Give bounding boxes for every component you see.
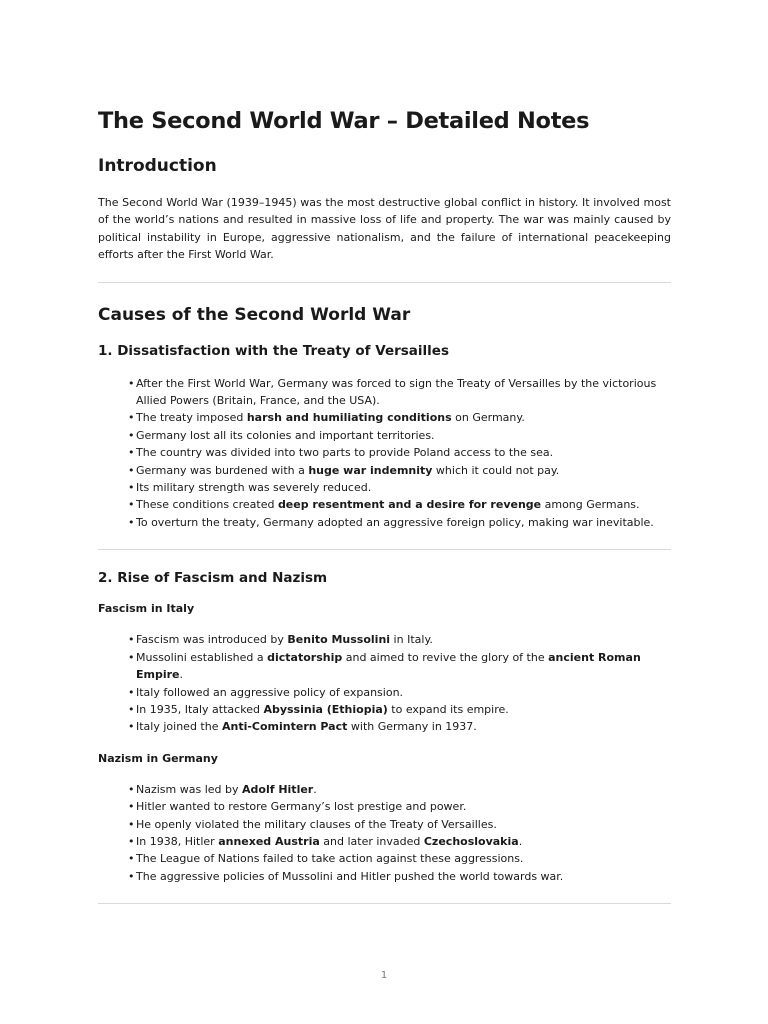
list-item: • In 1935, Italy attacked Abyssinia (Ethiopia) to expand its empire. (128, 701, 671, 718)
emphasis: deep resentment and a desire for revenge (277, 498, 542, 512)
emphasis: annexed Austria (218, 834, 320, 848)
causes-heading: Causes of the Second World War (98, 304, 411, 325)
list-item: • The country was divided into two parts to provide Poland access to the sea. (128, 444, 671, 461)
divider (98, 282, 671, 283)
document-title: The Second World War – Detailed Notes (98, 108, 590, 134)
list-item: • Mussolini established a dictatorship and aimed to revive the glory of the ancient Roman Empire. (128, 649, 671, 684)
list-item: • The treaty imposed harsh and humiliating conditions on Germany. (128, 409, 671, 426)
emphasis: harsh and humiliating conditions (246, 411, 452, 425)
list-item: • The aggressive policies of Mussolini and Hitler pushed the world towards war. (128, 868, 671, 885)
emphasis: ancient Roman Empire (136, 650, 641, 682)
emphasis: Benito Mussolini (287, 633, 391, 647)
emphasis: huge war indemnity (308, 463, 433, 477)
emphasis: dictatorship (267, 650, 343, 664)
emphasis: Adolf Hitler (242, 782, 314, 796)
emphasis: Anti-Comintern Pact (221, 720, 348, 734)
list-item: • The League of Nations failed to take action against these aggressions. (128, 850, 671, 867)
intro-paragraph: The Second World War (1939–1945) was the most destructive global conflict in history. It involved most of the world’s nations and resulted in massive loss of life and property. The war was mainly caused by political instability in Europe, aggressive nationalism, and the failure of international peacekeeping efforts after the First World War. (98, 196, 671, 262)
list-item: • Hitler wanted to restore Germany’s lost prestige and power. (128, 798, 671, 815)
list-item: • Germany lost all its colonies and important territories. (128, 427, 671, 444)
list-item: • After the First World War, Germany was forced to sign the Treaty of Versailles by the victorious Allied Powers (Britain, France, and the USA). (128, 375, 671, 410)
list-item: • In 1938, Hitler annexed Austria and later invaded Czechoslovakia. (128, 833, 671, 850)
italy-list (98, 631, 671, 735)
list-item: • He openly violated the military clauses of the Treaty of Versailles. (128, 816, 671, 833)
versailles-heading: 1. Dissatisfaction with the Treaty of Versailles (98, 342, 449, 359)
list-item: • Nazism was led by Adolf Hitler. (128, 781, 671, 798)
page-number: 1 (380, 970, 388, 981)
divider (98, 549, 671, 550)
emphasis: Czechoslovakia (423, 834, 519, 848)
versailles-list (98, 375, 671, 532)
list-item: • Italy followed an aggressive policy of expansion. (128, 684, 671, 701)
list-item: • Italy joined the Anti-Comintern Pact with Germany in 1937. (128, 718, 671, 735)
intro-heading: Introduction (98, 156, 217, 176)
list-item: • These conditions created deep resentment and a desire for revenge among Germans. (128, 496, 671, 513)
list-item: • Fascism was introduced by Benito Mussolini in Italy. (128, 631, 671, 648)
germany-list (98, 781, 671, 885)
emphasis: Abyssinia (Ethiopia) (263, 702, 388, 716)
fascism-heading: 2. Rise of Fascism and Nazism (98, 570, 328, 587)
list-item: • Germany was burdened with a huge war indemnity which it could not pay. (128, 462, 671, 479)
list-item: • Its military strength was severely reduced. (128, 479, 671, 496)
italy-heading: Fascism in Italy (98, 602, 195, 616)
divider (98, 903, 671, 904)
germany-heading: Nazism in Germany (98, 751, 218, 765)
list-item: • To overturn the treaty, Germany adopted an aggressive foreign policy, making war inevitable. (128, 514, 671, 531)
document-page (98, 108, 671, 904)
